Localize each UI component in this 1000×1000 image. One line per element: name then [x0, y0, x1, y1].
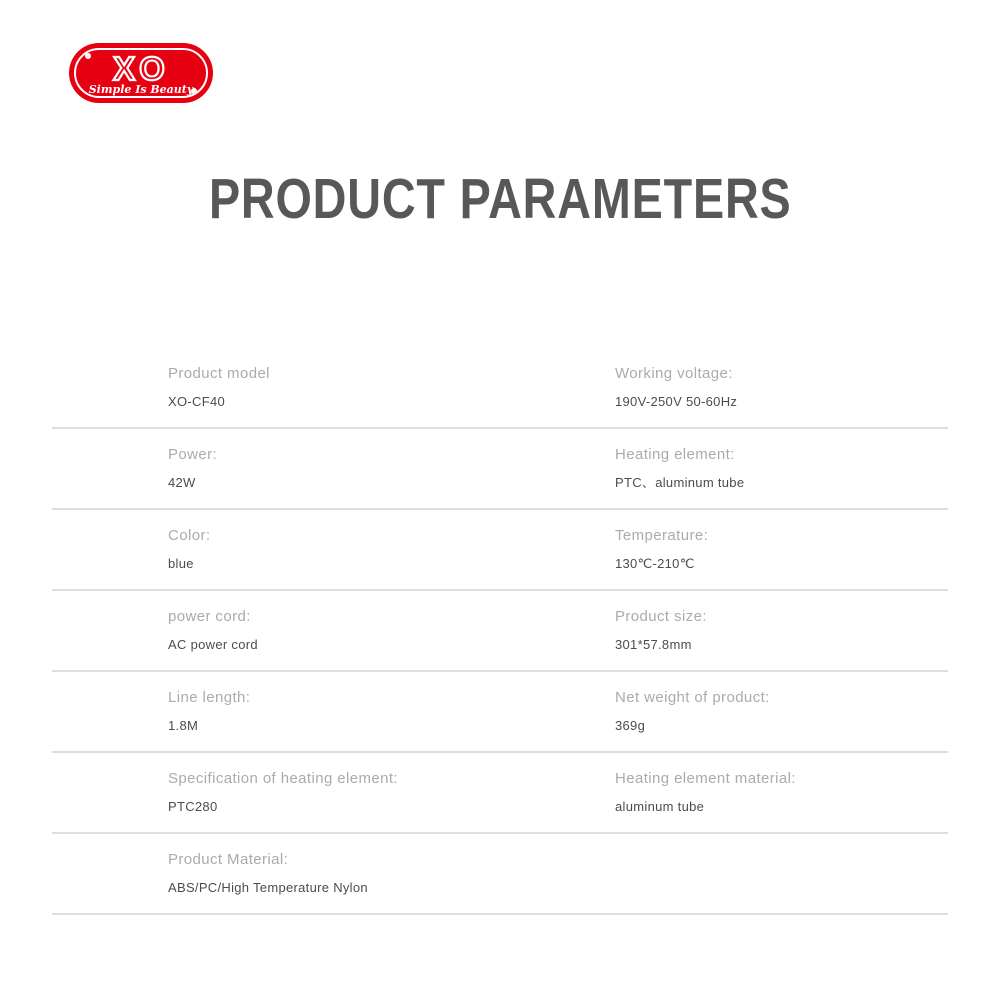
spec-row — [52, 834, 948, 915]
spec-cell-right — [615, 672, 948, 751]
spec-value: 301*57.8mm — [615, 637, 692, 652]
spec-value: 190V-250V 50-60Hz — [615, 394, 738, 409]
spec-value: 130℃-210℃ — [615, 556, 695, 571]
spec-row — [52, 348, 948, 429]
spec-row — [52, 510, 948, 591]
spec-table — [52, 348, 948, 915]
spec-label: Working voltage: — [615, 365, 733, 382]
title-area — [0, 166, 1000, 232]
spec-cell-right — [615, 834, 948, 913]
spec-value: PTC280 — [168, 799, 218, 814]
logo-brand-text: XO — [113, 50, 169, 87]
spec-value: aluminum tube — [615, 799, 705, 814]
spec-label: Heating element: — [615, 446, 735, 463]
spec-label: Line length: — [168, 689, 251, 706]
brand-logo — [68, 42, 214, 104]
spec-cell-left — [52, 753, 615, 832]
spec-cell-left — [52, 348, 615, 427]
spec-value: PTC、aluminum tube — [615, 475, 745, 490]
spec-cell-left — [52, 429, 615, 508]
spec-cell-right — [615, 753, 948, 832]
spec-label: power cord: — [168, 608, 251, 625]
spec-label: Heating element material: — [615, 770, 796, 787]
spec-value: ABS/PC/High Temperature Nylon — [168, 880, 368, 895]
spec-label: Product Material: — [168, 851, 289, 868]
spec-cell-left — [52, 591, 615, 670]
spec-label: Product model — [168, 365, 270, 382]
page-title: PRODUCT PARAMETERS — [208, 167, 792, 231]
spec-value: AC power cord — [168, 637, 258, 652]
spec-label: Color: — [168, 527, 211, 544]
spec-label: Net weight of product: — [615, 689, 770, 706]
logo-dot-top-left — [85, 53, 91, 59]
spec-cell-right — [615, 510, 948, 589]
spec-cell-left — [52, 834, 615, 913]
spec-value: blue — [168, 556, 194, 571]
spec-label: Temperature: — [615, 527, 709, 544]
spec-value: 42W — [168, 475, 196, 490]
spec-label: Specification of heating element: — [168, 770, 399, 787]
spec-value: 369g — [615, 718, 646, 733]
spec-cell-left — [52, 672, 615, 751]
spec-value: 1.8M — [168, 718, 199, 733]
spec-row — [52, 429, 948, 510]
spec-value: XO-CF40 — [168, 394, 226, 409]
spec-cell-right — [615, 429, 948, 508]
spec-cell-left — [52, 510, 615, 589]
spec-cell-right — [615, 348, 948, 427]
spec-row — [52, 672, 948, 753]
logo-slogan-text: Simple Is Beauty — [88, 83, 194, 96]
spec-row — [52, 753, 948, 834]
spec-cell-right — [615, 591, 948, 670]
spec-label: Product size: — [615, 608, 707, 625]
spec-row — [52, 591, 948, 672]
spec-label: Power: — [168, 446, 218, 463]
